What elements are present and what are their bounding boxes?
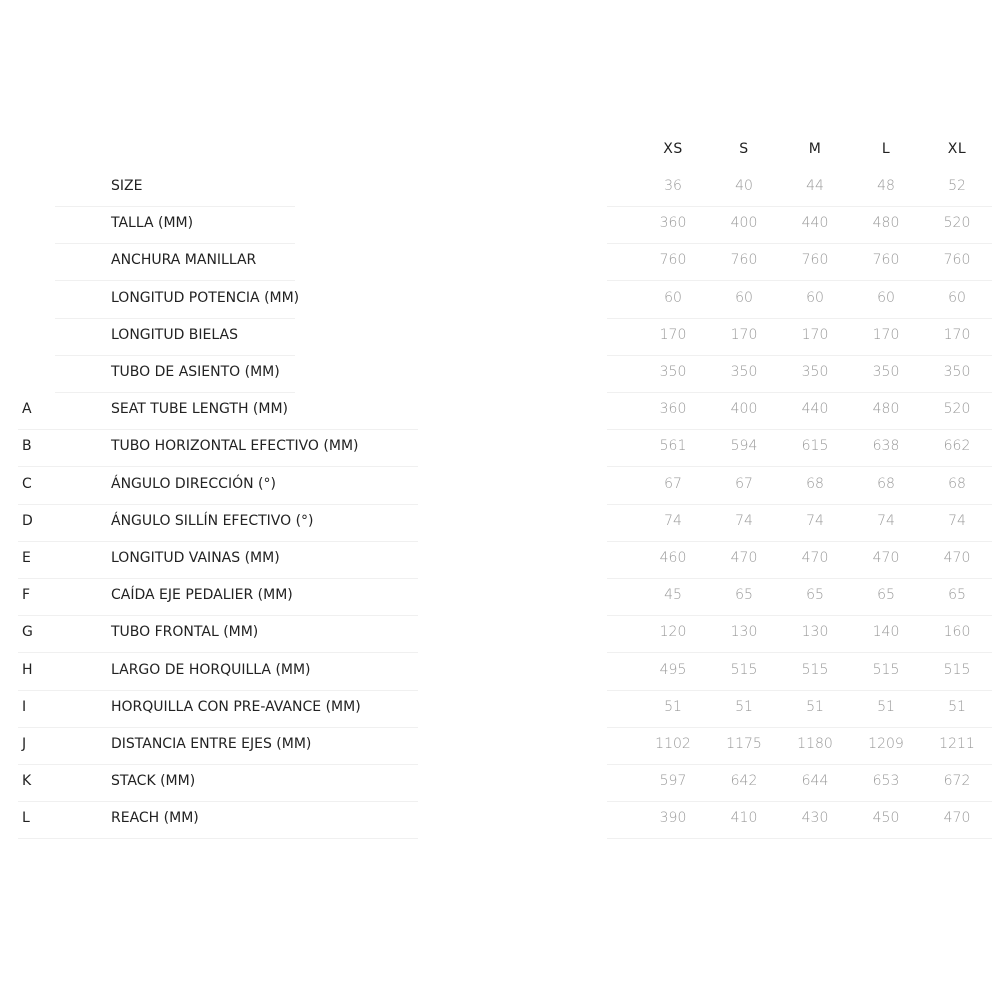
cell-value: 480 (872, 401, 900, 418)
cell-value: 495 (659, 661, 687, 678)
cell-value: 68 (806, 475, 824, 492)
row-label: SEAT TUBE LENGTH (MM) (111, 401, 289, 418)
table-row (0, 170, 1000, 207)
row-label: TUBO FRONTAL (MM) (111, 624, 259, 641)
row-label: REACH (MM) (111, 810, 199, 827)
cell-value: 410 (730, 810, 758, 827)
cell-value: 360 (659, 215, 687, 232)
cell-value: 350 (730, 364, 758, 380)
row-label: TALLA (MM) (111, 215, 194, 232)
cell-value: 638 (872, 438, 900, 455)
cell-value: 67 (735, 475, 753, 492)
cell-value: 36 (664, 178, 682, 194)
cell-value: 662 (943, 438, 971, 455)
cell-value: 1209 (868, 736, 904, 752)
table-row (0, 319, 1000, 356)
cell-value: 760 (943, 252, 971, 269)
cell-value: 561 (659, 438, 687, 455)
table-row (0, 430, 1000, 467)
cell-value: 1102 (655, 736, 691, 752)
cell-value: 360 (659, 401, 687, 418)
row-label: HORQUILLA CON PRE-AVANCE (MM) (111, 698, 361, 715)
row-letter: E (22, 550, 31, 566)
row-divider (18, 838, 418, 839)
table-row (0, 207, 1000, 244)
row-label: LONGITUD VAINAS (MM) (111, 550, 280, 566)
cell-value: 470 (943, 550, 971, 566)
cell-value: 68 (948, 475, 966, 492)
cell-value: 653 (872, 773, 900, 790)
row-letter: A (22, 401, 32, 418)
table-row (0, 802, 1000, 839)
cell-value: 45 (664, 587, 682, 604)
row-letter: G (22, 624, 33, 641)
cell-value: 120 (659, 624, 687, 641)
cell-value: 130 (730, 624, 758, 641)
cell-value: 390 (659, 810, 687, 827)
size-header-s: S (739, 141, 749, 157)
row-label: TUBO DE ASIENTO (MM) (111, 364, 280, 380)
row-letter: B (22, 438, 32, 455)
table-row (0, 616, 1000, 653)
cell-value: 470 (872, 550, 900, 566)
cell-value: 68 (877, 475, 895, 492)
cell-value: 74 (806, 512, 824, 529)
cell-value: 60 (806, 289, 824, 306)
cell-value: 594 (730, 438, 758, 455)
cell-value: 170 (730, 326, 758, 343)
row-letter: I (22, 698, 27, 715)
cell-value: 60 (948, 289, 966, 306)
cell-value: 48 (877, 178, 895, 194)
cell-value: 400 (730, 215, 758, 232)
cell-value: 450 (872, 810, 900, 827)
row-label: LONGITUD BIELAS (111, 326, 238, 343)
cell-value: 170 (801, 326, 829, 343)
cell-value: 65 (735, 587, 753, 604)
table-row (0, 505, 1000, 542)
table-row (0, 654, 1000, 691)
table-row (0, 728, 1000, 765)
row-letter: H (22, 661, 33, 678)
cell-value: 460 (659, 550, 687, 566)
cell-value: 350 (872, 364, 900, 380)
table-row (0, 765, 1000, 802)
cell-value: 44 (806, 178, 824, 194)
table-row (0, 579, 1000, 616)
row-letter: C (22, 475, 32, 492)
table-row (0, 393, 1000, 430)
cell-value: 51 (806, 698, 824, 715)
cell-value: 60 (664, 289, 682, 306)
size-header-xl: XL (947, 141, 967, 157)
size-header-l: L (881, 141, 891, 157)
size-header-xs: XS (663, 141, 683, 157)
cell-value: 760 (872, 252, 900, 269)
size-header-m: M (808, 141, 822, 157)
cell-value: 65 (877, 587, 895, 604)
table-row (0, 244, 1000, 281)
cell-value: 520 (943, 215, 971, 232)
cell-value: 51 (664, 698, 682, 715)
row-letter: D (22, 512, 33, 529)
cell-value: 40 (735, 178, 753, 194)
cell-value: 440 (801, 215, 829, 232)
row-letter: L (22, 810, 30, 827)
cell-value: 160 (943, 624, 971, 641)
row-label: STACK (MM) (111, 773, 196, 790)
cell-value: 51 (735, 698, 753, 715)
table-row (0, 691, 1000, 728)
table-row (0, 542, 1000, 579)
cell-value: 615 (801, 438, 829, 455)
cell-value: 672 (943, 773, 971, 790)
cell-value: 60 (735, 289, 753, 306)
cell-value: 140 (872, 624, 900, 641)
cell-value: 430 (801, 810, 829, 827)
cell-value: 470 (943, 810, 971, 827)
cell-value: 74 (664, 512, 682, 529)
cell-value: 51 (948, 698, 966, 715)
cell-value: 515 (801, 661, 829, 678)
cell-value: 350 (659, 364, 687, 380)
row-letter: F (22, 587, 31, 604)
row-letter: K (22, 773, 32, 790)
cell-value: 520 (943, 401, 971, 418)
cell-value: 1175 (726, 736, 762, 752)
row-label: TUBO HORIZONTAL EFECTIVO (MM) (111, 438, 359, 455)
cell-value: 350 (801, 364, 829, 380)
table-row (0, 282, 1000, 319)
cell-value: 170 (659, 326, 687, 343)
cell-value: 74 (735, 512, 753, 529)
cell-value: 515 (730, 661, 758, 678)
cell-value: 760 (801, 252, 829, 269)
cell-value: 642 (730, 773, 758, 790)
row-label: LARGO DE HORQUILLA (MM) (111, 661, 311, 678)
row-label: ÁNGULO DIRECCIÓN (°) (111, 475, 276, 492)
cell-value: 130 (801, 624, 829, 641)
cell-value: 515 (872, 661, 900, 678)
cell-value: 1180 (797, 736, 833, 752)
row-letter: J (22, 736, 27, 752)
cell-value: 74 (948, 512, 966, 529)
cell-value: 67 (664, 475, 682, 492)
cell-value: 597 (659, 773, 687, 790)
cell-value: 170 (943, 326, 971, 343)
cell-value: 65 (806, 587, 824, 604)
cell-value: 515 (943, 661, 971, 678)
cell-value: 1211 (939, 736, 975, 752)
cell-value: 74 (877, 512, 895, 529)
row-label: LONGITUD POTENCIA (MM) (111, 289, 300, 306)
cell-value: 760 (659, 252, 687, 269)
cell-value: 480 (872, 215, 900, 232)
cell-value: 51 (877, 698, 895, 715)
cell-value: 644 (801, 773, 829, 790)
cell-value: 470 (730, 550, 758, 566)
cell-value: 65 (948, 587, 966, 604)
cell-value: 350 (943, 364, 971, 380)
cell-value: 440 (801, 401, 829, 418)
cell-value: 400 (730, 401, 758, 418)
row-label: CAÍDA EJE PEDALIER (MM) (111, 587, 293, 604)
row-divider (607, 838, 992, 839)
row-label: ÁNGULO SILLÍN EFECTIVO (°) (111, 512, 314, 529)
cell-value: 60 (877, 289, 895, 306)
cell-value: 52 (948, 178, 966, 194)
cell-value: 470 (801, 550, 829, 566)
row-label: DISTANCIA ENTRE EJES (MM) (111, 736, 312, 752)
cell-value: 170 (872, 326, 900, 343)
table-row (0, 356, 1000, 393)
row-label: ANCHURA MANILLAR (111, 252, 257, 269)
cell-value: 760 (730, 252, 758, 269)
row-label: SIZE (111, 178, 143, 194)
table-row (0, 468, 1000, 505)
